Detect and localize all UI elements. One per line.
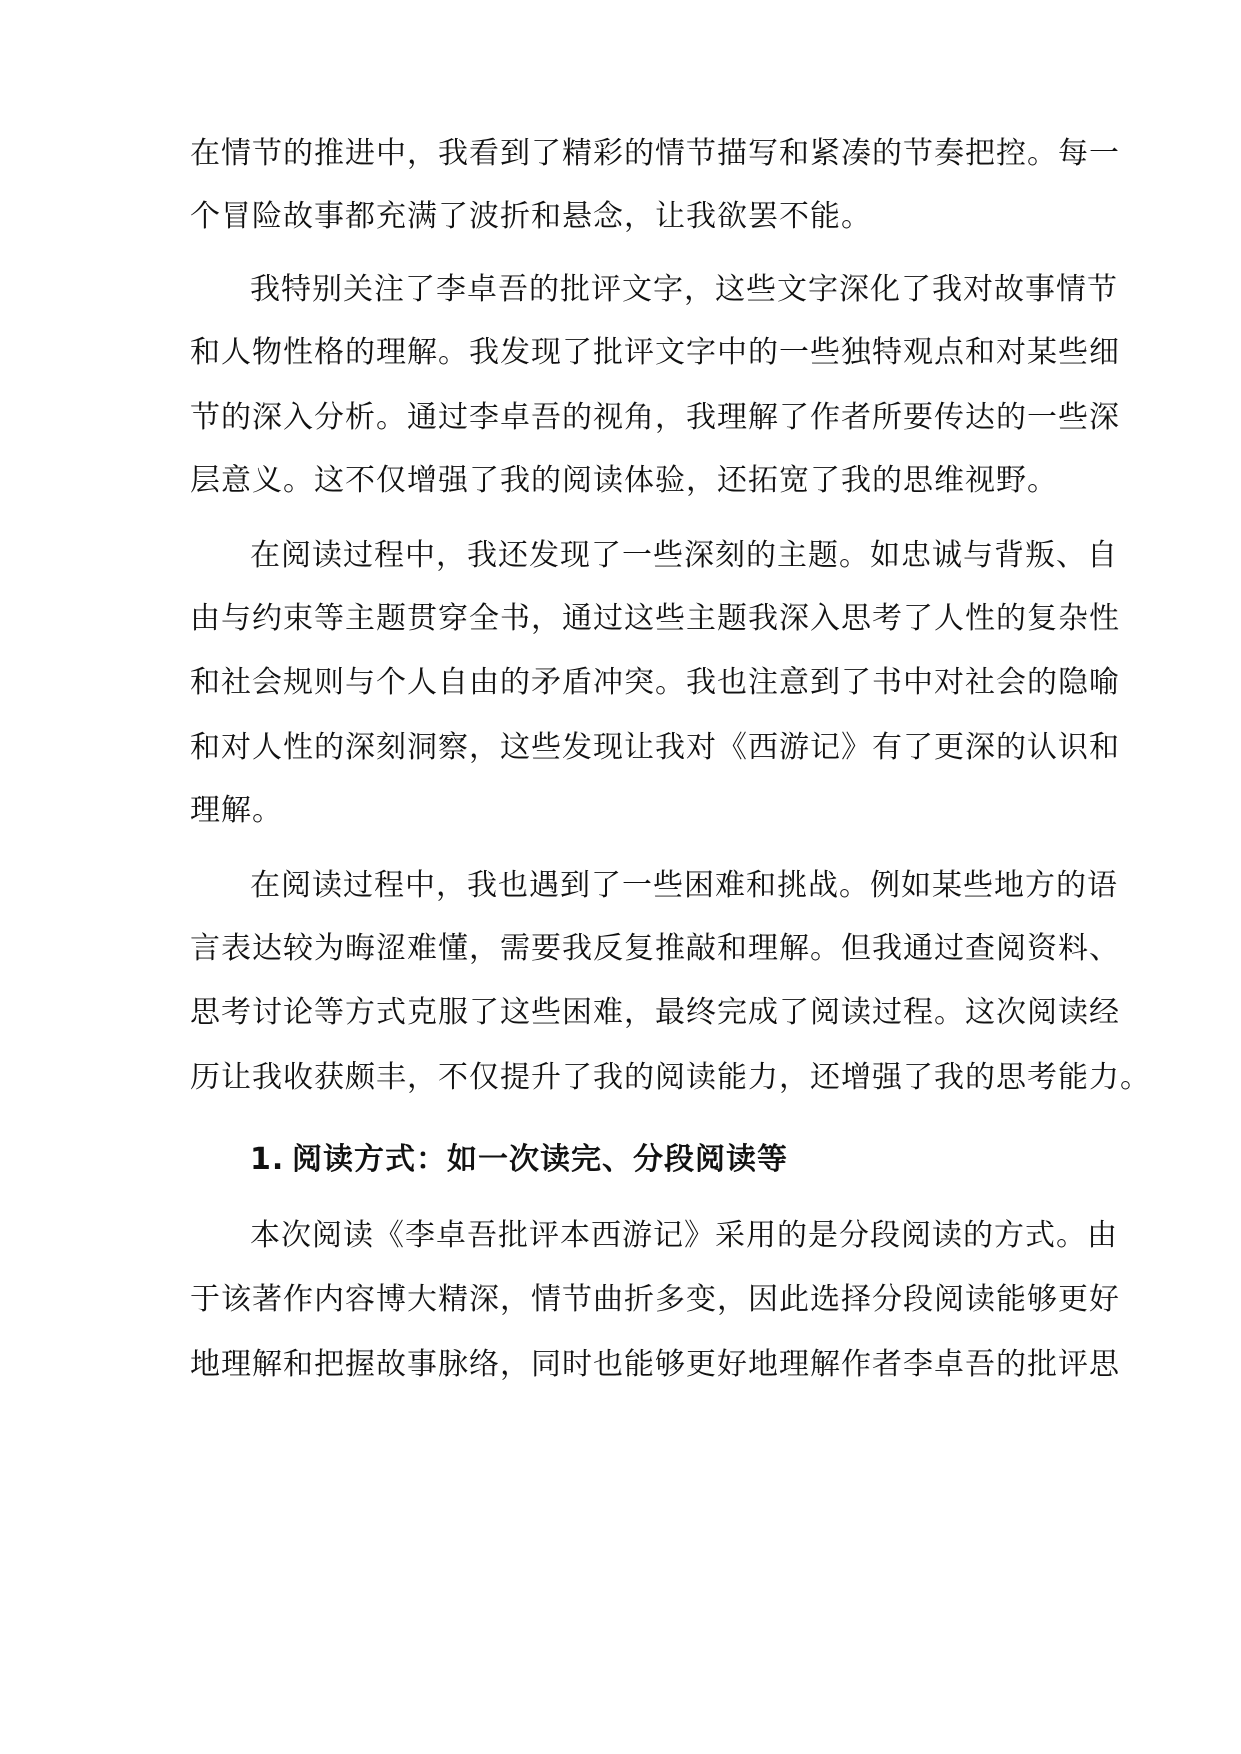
paragraph-5-line-3: 地理解和把握故事脉络，同时也能够更好地理解作者李卓吾的批评思 — [190, 1347, 1120, 1382]
paragraph-1-line-2: 个冒险故事都充满了波折和悬念，让我欲罢不能。 — [190, 199, 872, 234]
paragraph-2-line-1: 我特别关注了李卓吾的批评文字，这些文字深化了我对故事情节 — [250, 272, 1118, 307]
paragraph-4-line-3: 思考讨论等方式克服了这些困难，最终完成了阅读过程。这次阅读经 — [190, 995, 1120, 1030]
section-heading — [250, 1140, 788, 1180]
paragraph-5-line-2: 于该著作内容博大精深，情节曲折多变，因此选择分段阅读能够更好 — [190, 1282, 1120, 1317]
paragraph-3-line-4: 和对人性的深刻洞察，这些发现让我对《西游记》有了更深的认识和 — [190, 730, 1120, 765]
paragraph-4-line-4: 历让我收获颇丰，不仅提升了我的阅读能力，还增强了我的思考能力。 — [190, 1060, 1151, 1095]
paragraph-4-line-1: 在阅读过程中，我也遇到了一些困难和挑战。例如某些地方的语 — [250, 868, 1118, 903]
paragraph-4-line-2: 言表达较为晦涩难懂，需要我反复推敲和理解。但我通过查阅资料、 — [190, 931, 1120, 966]
paragraph-3-line-3: 和社会规则与个人自由的矛盾冲突。我也注意到了书中对社会的隐喻 — [190, 665, 1120, 700]
paragraph-1-line-1: 在情节的推进中，我看到了精彩的情节描写和紧凑的节奏把控。每一 — [190, 136, 1120, 171]
section-heading-title: 阅读方式：如一次读完、分段阅读等 — [292, 1142, 788, 1177]
paragraph-2-line-3: 节的深入分析。通过李卓吾的视角，我理解了作者所要传达的一些深 — [190, 400, 1120, 435]
paragraph-3-line-1: 在阅读过程中，我还发现了一些深刻的主题。如忠诚与背叛、自 — [250, 538, 1118, 573]
paragraph-2-line-4: 层意义。这不仅增强了我的阅读体验，还拓宽了我的思维视野。 — [190, 463, 1058, 498]
section-heading-number: 1. — [250, 1142, 285, 1177]
paragraph-2-line-2: 和人物性格的理解。我发现了批评文字中的一些独特观点和对某些细 — [190, 335, 1120, 370]
paragraph-3-line-5: 理解。 — [190, 793, 283, 828]
paragraph-5-line-1: 本次阅读《李卓吾批评本西游记》采用的是分段阅读的方式。由 — [250, 1218, 1118, 1253]
paragraph-3-line-2: 由与约束等主题贯穿全书，通过这些主题我深入思考了人性的复杂性 — [190, 601, 1120, 636]
